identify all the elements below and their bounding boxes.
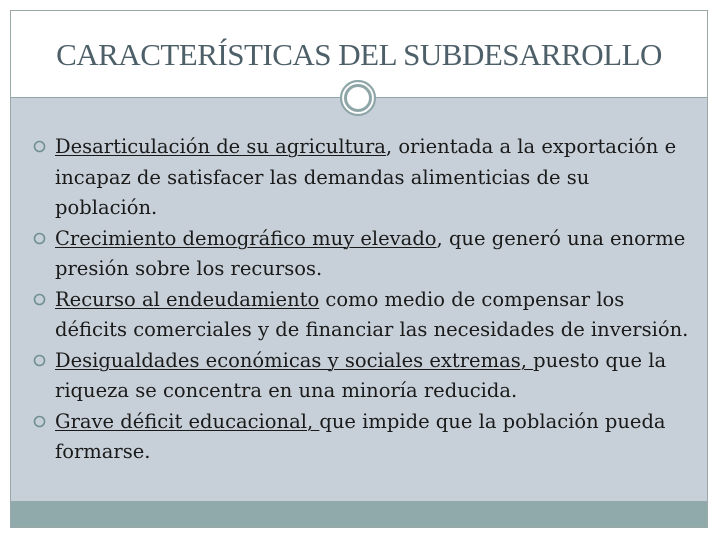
bullet-emphasis: Grave déficit educacional, (55, 409, 320, 433)
bullet-text: puesto que la riqueza se concentra en una minoría reducida. (55, 348, 667, 402)
bullet-list (29, 132, 689, 468)
bullet-text: , orientada a la exportación e incapaz de satisfacer las demandas alimenticias de su población. (55, 135, 677, 219)
list-item (29, 224, 689, 285)
list-item (29, 346, 689, 407)
footer-bar (11, 501, 707, 527)
bullet-emphasis: Recurso al endeudamiento (55, 287, 320, 311)
bullet-text: como medio de compensar los déficits comerciales y de financiar las necesidades de inversión. (55, 287, 689, 341)
slide-frame (10, 10, 708, 528)
bullet-emphasis: Desigualdades económicas y sociales extremas, (55, 348, 534, 372)
bullet-emphasis: Crecimiento demográfico muy elevado (55, 226, 437, 250)
bullet-circle-icon (33, 140, 46, 153)
list-item (29, 132, 689, 224)
content-panel (11, 98, 707, 503)
bullet-circle-icon (33, 232, 46, 245)
bullet-circle-icon (33, 354, 46, 367)
bullet-text: , que generó una enorme presión sobre los recursos. (55, 226, 686, 280)
bullet-text: que impide que la población pueda formarse. (55, 409, 666, 463)
bullet-emphasis: Desarticulación de su agricultura (55, 135, 386, 158)
slide-title: CARACTERÍSTICAS DEL SUBDESARROLLO (56, 37, 662, 72)
list-item (29, 407, 689, 468)
bullet-circle-icon (33, 293, 46, 306)
bullet-circle-icon (33, 415, 46, 428)
ring-ornament-icon (339, 79, 377, 117)
list-item (29, 285, 689, 346)
